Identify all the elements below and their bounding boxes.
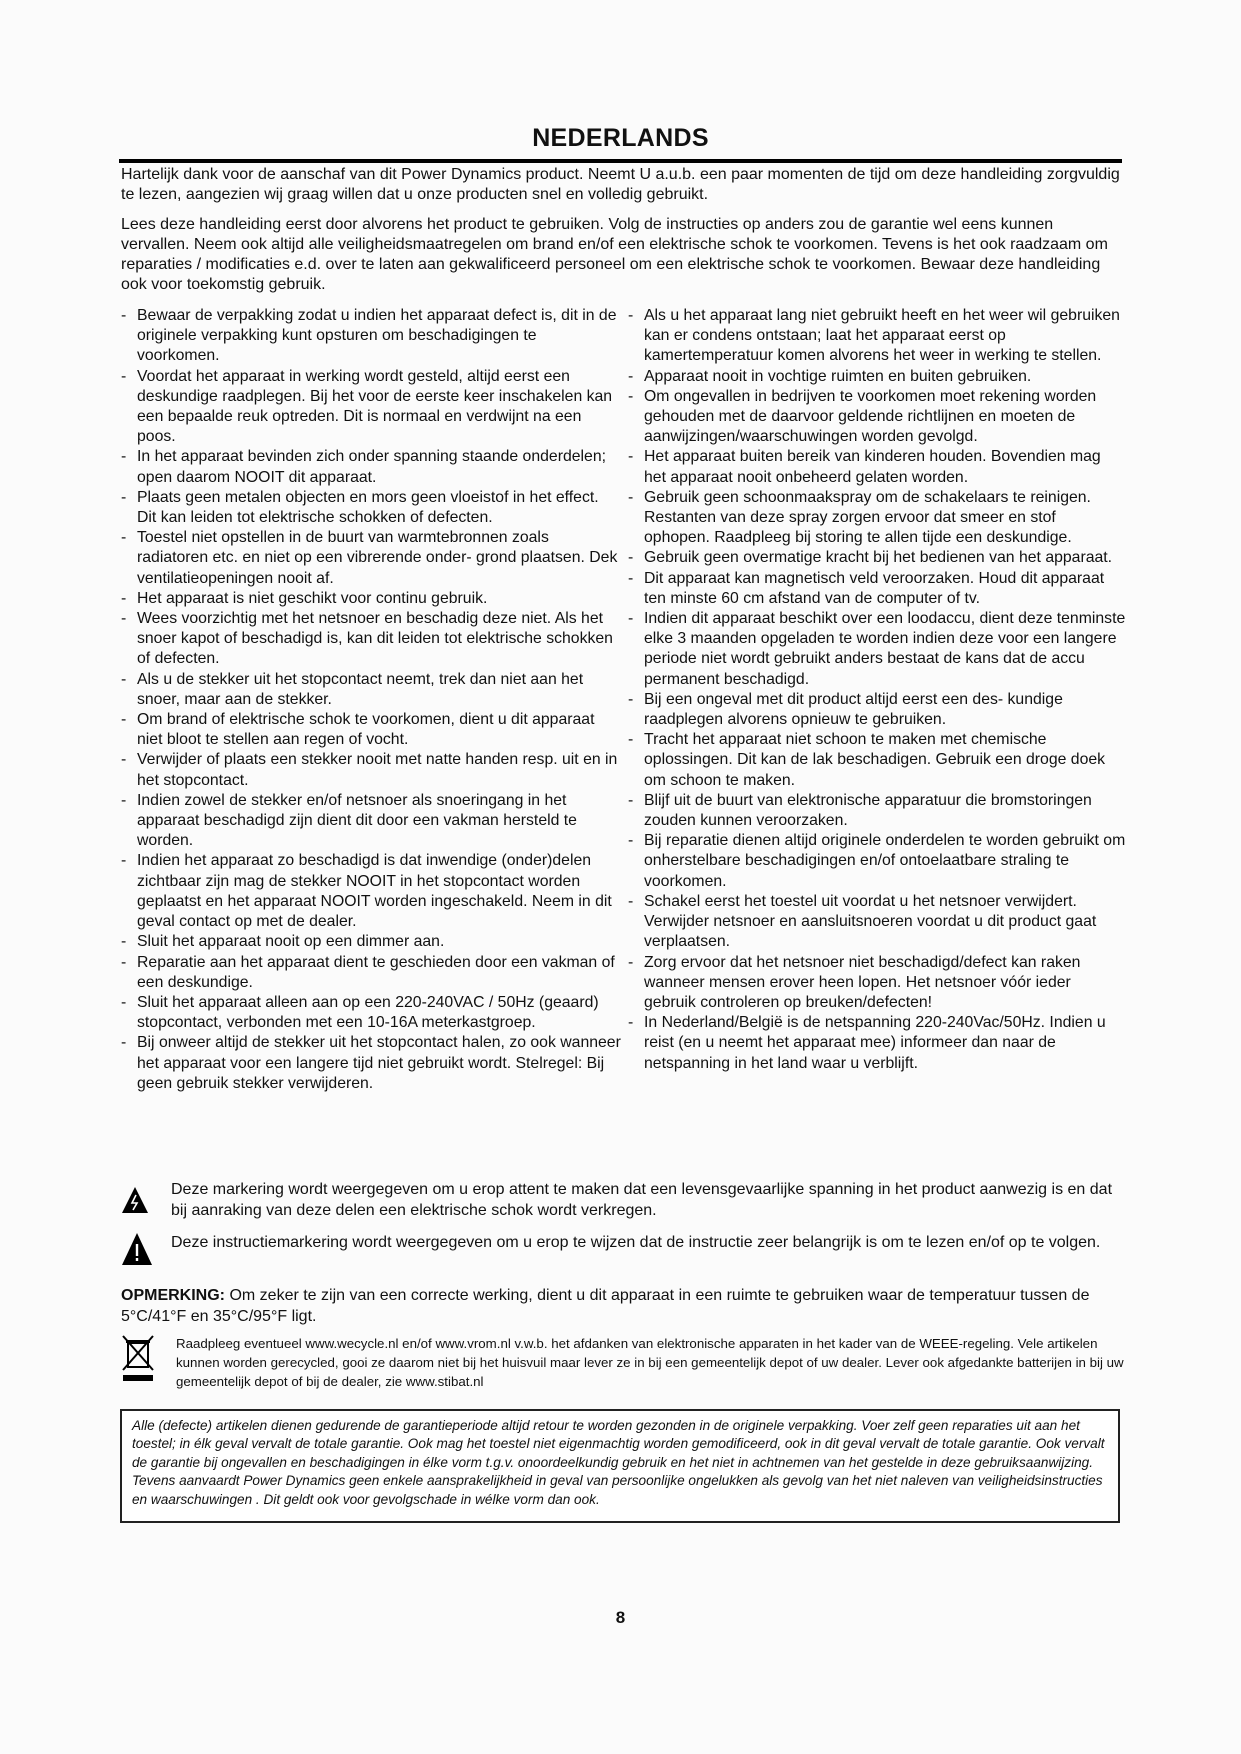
voltage-warning [121,1179,1126,1221]
bullet-dash: - [628,307,634,324]
list-item-text: Toestel niet opstellen in de buurt van warmtebronnen zoals radiatoren etc. en niet op een vibrerende onder- grond plaatsen. Dek ventilatieopeningen nooit af. [137,529,618,587]
list-item [121,670,621,710]
voltage-warning-text: Deze markering wordt weergegeven om u erop attent te maken dat een levensgevaarlijke spanning in het product aanwezig is en dat bij aanraking van deze delen een elektrische schok wordt verkregen. [171,1181,1113,1219]
bullet-dash: - [628,832,634,850]
list-item [121,953,621,993]
intro-paragraph-2: Lees deze handleiding eerst door alvorens het product te gebruiken. Volg de instructies op anders zou de garantie wel eens kunnen vervallen. Neem ook altijd alle veiligheidsmaatregelen om brand en/of een elektrische schok te voorkomen. Tevens is het ook raadzaam om reparaties / modificaties e.d. over te laten aan gekwalificeerd personeel om een elektrische schok te voorkomen. Bewaar deze handleiding ook voor toekomstig gebruik. [121,216,1108,293]
list-item [121,367,621,448]
instruction-warning [121,1232,1126,1266]
list-item [628,730,1126,791]
list-item [121,528,621,589]
list-item [121,589,621,609]
list-item [628,569,1126,609]
list-item-text: Indien zowel de stekker en/of netsnoer als snoeringang in het apparaat beschadigd zijn dient dit door een vakman hersteld te worden. [137,791,577,850]
list-item-text: Als u het apparaat lang niet gebruikt heeft en het weer wil gebruiken kan er condens ontstaan; laat het apparaat eerst op kamertemperatuur komen alvorens het weer in werking te stellen. [644,307,1120,365]
list-item-text: Bij reparatie dienen altijd originele onderdelen te worden gebruikt om onherstelbare beschadigingen en/of ontoelaatbare straling te voorkomen. [644,832,1126,890]
list-item [628,892,1126,953]
bullet-dash: - [121,1034,127,1052]
list-item-text: Gebruik geen schoonmaakspray om de schakelaars te reinigen. Restanten van deze spray zorgen ervoor dat smeer en stof ophopen. Raadpleeg bij storing te allen tijde een deskundige. [644,488,1091,547]
list-item-text: Voordat het apparaat in werking wordt gesteld, altijd eerst een deskundige raadplegen. Bij het voor de eerste keer inschakelen kan een bepaalde reuk optreden. Dit is normaal en verdwijnt na een poos. [137,367,613,446]
list-item-text: Om ongevallen in bedrijven te voorkomen moet rekening worden gehouden met de daarvoor geldende richtlijnen en moeten de aanwijzingen/waarschuwingen worden gevolgd. [644,387,1097,446]
bullet-dash: - [628,953,634,971]
list-item-text: Schakel eerst het toestel uit voordat u het netsnoer verwijdert. Verwijder netsnoer en aansluitsnoeren voordat u dit product gaat verplaatsen. [644,892,1097,951]
list-item-text: Zorg ervoor dat het netsnoer niet beschadigd/defect kan raken wanneer mensen erover heen lopen. Het netsnoer vóór ieder gebruik controleren op breuken/defecten! [644,953,1081,1011]
bullet-dash: - [121,993,127,1011]
bullet-dash: - [121,852,127,870]
warranty-box: Alle (defecte) artikelen dienen gedurende de garantieperiode altijd retour te worden gezonden in de originele verpakking. Voer zelf geen reparaties uit aan het toestel; in élk geval vervalt de totale garantie. Ook mag het toestel niet eigenmachtig worden gemodificeerd, ook in dit geval vervalt de totale garantie. Ook vervalt de garantie bij ongevallen en beschadigingen in élke vorm t.g.v. onoordeelkundig gebruik en het niet in achtnemen van het gestelde in deze gebruiksaanwijzing. Tevens aanvaardt Power Dynamics geen enkele aansprakelijkheid in geval van persoonlijke ongelukken als gevolg van het niet naleven van veiligheidsinstructies en waarschuwingen . Dit geldt ook voor gevolgschade in wélke vorm dan ook. [120,1409,1120,1523]
list-item [628,791,1126,831]
bullet-dash: - [121,529,127,547]
list-item [628,831,1126,892]
exclamation-warning-icon [121,1232,171,1266]
bullet-dash: - [628,488,634,506]
list-item [121,447,621,487]
list-item [121,609,621,670]
bullet-dash: - [628,549,634,567]
bullet-dash: - [121,933,127,951]
list-item-text: Apparaat nooit in vochtige ruimten en buiten gebruiken. [644,367,1032,385]
list-item-text: Bij onweer altijd de stekker uit het stopcontact halen, zo ook wanneer het apparaat voor een langere tijd niet gebruikt wordt. Stelregel: Bij geen gebruik stekker verwijderen. [137,1034,621,1092]
title-divider [119,159,1122,163]
bullet-dash: - [121,791,127,809]
list-item [628,306,1126,367]
safety-list-right [628,306,1126,1094]
list-item-text: Om brand of elektrische schok te voorkomen, dient u dit apparaat niet bloot te stellen aan regen of vocht. [137,711,595,749]
bullet-dash: - [121,711,127,729]
list-item [121,1033,621,1094]
list-item-text: In het apparaat bevinden zich onder spanning staande onderdelen; open daarom NOOIT dit apparaat. [137,448,607,486]
list-item [628,548,1126,568]
bullet-dash: - [121,610,127,628]
bullet-dash: - [121,953,127,971]
temperature-note [121,1285,1121,1327]
list-item-text: Het apparaat buiten bereik van kinderen houden. Bovendien mag het apparaat nooit onbeheerd gelaten worden. [644,448,1101,486]
bullet-dash: - [121,670,127,688]
bullet-dash: - [628,791,634,809]
list-item-text: Dit apparaat kan magnetisch veld veroorzaken. Houd dit apparaat ten minste 60 cm afstand van de computer of tv. [644,569,1105,607]
list-item-text: Tracht het apparaat niet schoon te maken met chemische oplossingen. Dit kan de lak beschadigen. Gebruik een droge doek om schoon te maken. [644,731,1106,789]
list-item [628,953,1126,1014]
lightning-warning-icon [121,1179,171,1221]
list-item-text: Sluit het apparaat alleen aan op een 220-240VAC / 50Hz (geaard) stopcontact, verbonden met een 10-16A meterkastgroep. [137,993,599,1032]
bullet-dash: - [121,589,127,607]
list-item-text: Indien het apparaat zo beschadigd is dat inwendige (onder)delen zichtbaar zijn mag de stekker NOOIT in het stopcontact worden geplaatst en het apparaat NOOIT worden ingeschakeld. Neem in dit geval contact op met de dealer. [137,852,612,931]
bullet-dash: - [628,367,634,385]
list-item [121,306,621,367]
bullet-dash: - [628,731,634,749]
page-title: NEDERLANDS [532,124,709,152]
bullet-dash: - [628,569,634,587]
list-item [628,387,1126,448]
list-item [121,993,621,1033]
bullet-dash: - [121,307,127,324]
list-item-text: In Nederland/België is de netspanning 220-240Vac/50Hz. Indien u reist (en u neemt het apparaat mee) informeer dan naar de netspanning in het land waar u verblijft. [644,1014,1106,1072]
list-item [121,488,621,528]
bullet-dash: - [121,488,127,506]
note-text: Om zeker te zijn van een correcte werking, dient u dit apparaat in een ruimte te gebruiken waar de temperatuur tussen de 5°C/41°F en 35°C/95°F ligt. [121,1287,1090,1325]
list-item [121,710,621,750]
bullet-dash: - [121,448,127,466]
list-item [628,690,1126,730]
list-item [628,609,1126,690]
bullet-dash: - [628,610,634,628]
list-item [628,447,1126,487]
bullet-dash: - [628,448,634,466]
list-item [628,367,1126,387]
bullet-dash: - [121,367,127,385]
list-item-text: Plaats geen metalen objecten en mors geen vloeistof in het effect. Dit kan leiden tot elektrische schokken of defecten. [137,488,599,527]
bullet-dash: - [628,892,634,910]
list-item-text: Sluit het apparaat nooit op een dimmer aan. [137,933,445,951]
list-item-text: Het apparaat is niet geschikt voor continu gebruik. [137,589,488,607]
list-item-text: Blijf uit de buurt van elektronische apparatuur die bromstoringen zouden kunnen veroorzaken. [644,791,1092,830]
bullet-dash: - [628,1014,634,1032]
list-item-text: Reparatie aan het apparaat dient te geschieden door een vakman of een deskundige. [137,953,615,991]
list-item-text: Als u de stekker uit het stopcontact neemt, trek dan niet aan het snoer, maar aan de stekker. [137,670,584,708]
list-item-text: Gebruik geen overmatige kracht bij het bedienen van het apparaat. [644,549,1113,567]
list-item [121,932,621,952]
list-item [628,1013,1126,1074]
crossed-bin-icon [121,1334,176,1391]
instruction-warning-text: Deze instructiemarkering wordt weergegeven om u erop te wijzen dat de instructie zeer belangrijk is om te lezen en/of op te volgen. [171,1234,1101,1251]
safety-list-left [121,306,621,1094]
list-item-text: Bewaar de verpakking zodat u indien het apparaat defect is, dit in de originele verpakking kunt opsturen om beschadigingen te voorkomen. [137,307,617,365]
safety-instructions [121,306,1126,1094]
list-item-text: Verwijder of plaats een stekker nooit met natte handen resp. uit en in het stopcontact. [137,751,618,789]
weee-notice [121,1334,1126,1391]
bullet-dash: - [628,387,634,405]
list-item [628,488,1126,549]
bullet-dash: - [628,690,634,708]
list-item-text: Bij een ongeval met dit product altijd eerst een des- kundige raadplegen alvorens opnieuw te gebruiken. [644,690,1063,729]
list-item-text: Indien dit apparaat beschikt over een loodaccu, dient deze tenminste elke 3 maanden opgeladen te worden indien deze voor een langere periode niet wordt gebruikt anders bestaat de kans dat de accu permanent beschadigd. [644,610,1126,688]
list-item-text: Wees voorzichtig met het netsnoer en beschadig deze niet. Als het snoer kapot of beschadigd is, kan dit leiden tot elektrische schokken of defecten. [137,610,613,668]
intro-paragraph-1: Hartelijk dank voor de aanschaf van dit Power Dynamics product. Neemt U a.u.b. een paar momenten de tijd om deze handleiding zorgvuldig te lezen, aangezien wij graag willen dat u onze producten snel en volledig gebruikt. [121,166,1120,203]
bullet-dash: - [121,751,127,769]
list-item [121,750,621,790]
list-item [121,851,621,932]
list-item [121,791,621,852]
weee-text: Raadpleeg eventueel www.wecycle.nl en/of www.vrom.nl v.w.b. het afdanken van elektronische apparaten in het kader van de WEEE-regeling. Vele artikelen kunnen worden gerecycled, gooi ze daarom niet bij het huisvuil maar lever ze in bij een gemeentelijk depot of uw dealer. Lever ook afgedankte batterijen in bij uw gemeentelijk depot of bij de dealer, zie www.stibat.nl [176,1336,1124,1389]
note-label: OPMERKING: [121,1287,225,1304]
page-number: 8 [615,1608,626,1627]
